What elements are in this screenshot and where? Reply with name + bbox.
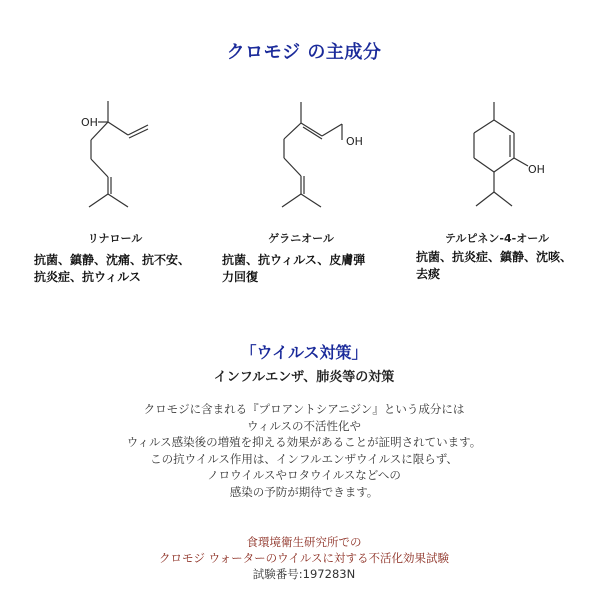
paragraph-line: クロモジに含まれる『プロアントシアニジン』という成分には	[143, 402, 465, 416]
source-institute: 食環境衛生研究所での	[246, 535, 362, 549]
paragraph-line: ノロウイルスやロタウイルスなどへの	[207, 468, 401, 483]
linalool-oh-label: OH	[81, 116, 98, 129]
terpinen-4-ol-structure	[450, 96, 570, 221]
virus-section-heading: 「ウイルス対策」	[240, 343, 368, 362]
geraniol-structure	[256, 96, 376, 221]
test-source	[0, 534, 608, 582]
page-title: クロモジ の主成分	[226, 42, 382, 63]
virus-section-subheading: インフルエンザ、肺炎等の対策	[213, 370, 395, 385]
paragraph-line: 感染の予防が期待できます。	[229, 484, 379, 499]
source-test-number: 試験番号:197283N	[252, 567, 356, 581]
molecule-effects-terpinen-4-ol: 抗菌、抗炎症、鎮静、沈咳、 去痰	[416, 250, 573, 281]
molecule-effects-geraniol: 抗菌、抗ウィルス、皮膚弾 力回復	[222, 253, 366, 284]
source-test-title: クロモジ ウォーターのウイルスに対する不活化効果試験	[158, 551, 449, 565]
molecule-effects-linalool: 抗菌、鎮静、沈痛、抗不安、 抗炎症、抗ウィルス	[34, 253, 191, 284]
terpinen-oh-label: OH	[528, 163, 545, 176]
paragraph-line: ウィルス感染後の増殖を抑える効果があることが証明されています。	[126, 435, 482, 450]
linalool-structure	[62, 95, 172, 220]
molecule-name-linalool: リナロール	[87, 232, 143, 245]
geraniol-oh-label: OH	[346, 135, 363, 148]
paragraph-line: この抗ウイルス作用は、インフルエンザウイルスに限らず、	[150, 451, 458, 466]
paragraph-line: ウィルスの不活性化や	[247, 418, 361, 433]
molecule-name-terpinen-4-ol: テルピネン-4-オール	[444, 232, 549, 245]
molecule-name-geraniol: ゲラニオール	[268, 232, 334, 245]
virus-section-paragraph	[0, 401, 608, 501]
